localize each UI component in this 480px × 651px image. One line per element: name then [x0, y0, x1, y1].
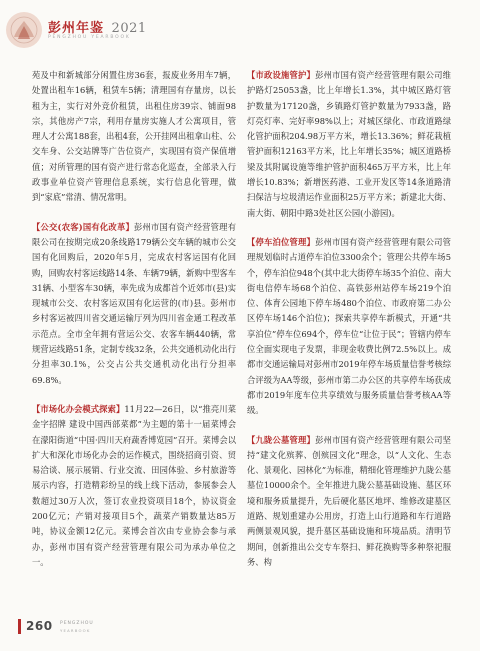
- paragraph-municipal: [247, 68, 451, 221]
- paragraph-expo-text: 11月22—26日，以“推亮川菜金字招牌 建设中国西部菜都”为主题的第十一届菜博会在濛阳街道“中国·四川天府蔬香博览园”召开。菜博会以扩大和深化市场化办会的运作模式，围绕招商引资、贸易洽谈、展示展销、行业交流、田园体验、乡村旅游等展示内容，打造精彩纷呈的线上线下活动，参展参会人数超过30万人次，签订农业投资项目18个，协议资金200亿元；产销对接项目5个，蔬菜产销数量达85万吨，协议金额12亿元。菜博会首次由专业协会参与承办，彭州市国有资产经营管理有限公司为承办单位之一。: [32, 403, 236, 567]
- paragraph-parking-text: 彭州市国有资产经营管理有限公司管理规划临时占道停车泊位3300余个；管理公共停车场5个，停车泊位948个(其中北大街停车场35个泊位、南大街电信停车场68个泊位、高铁彭州站停车场219个泊位、体育公园地下停车场480个泊位、市政府第二办公区停车场146个泊位)；探索共享停车新模式，开通“共享泊位”停车位694个，停车位“让位于民”；管辖内停车位全面实现电子发票，非现金收费比例72.5%以上。成都市交通运输局对彭州市2019年停车场质量信誉考核综合评级为AA等级，彭州市第二办公区的共享停车场获成都市2019年度车位共享绩效与服务质量信誉考核AA等级。: [247, 236, 451, 416]
- yearbook-subtitle: PENGZHOU YEARBOOK: [48, 35, 131, 40]
- right-column: [247, 68, 451, 570]
- section-tag-bus-reform: 【公交(农客)国有化改革】: [32, 221, 134, 232]
- page-header: [0, 0, 480, 56]
- paragraph-bus-reform-text: 彭州市国有资产经营管理有限公司在按期完成20条线路179辆公交车辆的城市公交国有化回购后，2020年5月，完成农村客运国有化回购，回购农村客运线路14条、车辆79辆，新购中型客车31辆、小型客车30辆，率先成为成都首个近郊市(县)实现城市公交、农村客运双国有化运营的(市)县。彭州市乡村客运被四川省交通运输厅列为四川省金通工程改革示范点。全市全年拥有营运公交、农客车辆440辆，常规营运线路51条，定制专线32条，公共交通机动化出行分担率30.1%，公交占公共交通机动化出行分担率69.8%。: [32, 221, 236, 385]
- page-footer: [0, 612, 480, 642]
- footer-label-top: PENGZHOU: [60, 621, 94, 626]
- footer-label-bottom: YEARBOOK: [60, 628, 91, 633]
- section-tag-cemetery: 【九陇公墓管理】: [247, 434, 316, 445]
- yearbook-title-text: 彭州年鉴: [48, 21, 105, 36]
- paragraph-parking: [247, 235, 451, 419]
- yearbook-logo-icon: [6, 12, 42, 48]
- paragraph-expo: [32, 402, 236, 570]
- paragraph-cemetery-text: 彭州市国有资产经营管理有限公司坚持“建文化殡葬、创殡园文化”理念，以“人文化、生态化、景观化、园林化”为标准，精细化管理维护九陇公墓墓位10000余个。全年推进九陇公墓基础设施、墓区环境和服务质量提升，先后硬化墓区地坪、维修改建墓区道路、规划重建办公用房，打造上山行道路和车行道路两侧景观风貌，提升墓区基础设施和环境品质。清明节期间，创新推出公交专车祭扫、鲜花换购等多种祭祀服务、构: [247, 434, 451, 567]
- page-number: 260: [26, 619, 53, 633]
- paragraph-assets: 苑及中和新城部分闲置住房36套，报废业务用车7辆，处置出租车16辆，租赁车5辆；清理国有存量房，以长租为主，实行对外竞价租赁，出租住房39宗、铺面98宗，其他房产7宗，利用存量房实施人才公寓项目，管理人才公寓188套，出租4套，公开挂网出租拿山柱、公交车身、公交站牌等广告位资产，实现国有资产保值增值；对所管理的国有资产进行常态化巡查，全部录入行政事业单位资产管理信息系统，实行信息化管理，做到“家底”常清、情况常明。: [32, 70, 236, 203]
- section-tag-expo: 【市场化办会模式探索】: [32, 403, 125, 414]
- footer-accent-bar: [18, 619, 21, 634]
- section-tag-municipal: 【市政设施管护】: [247, 70, 316, 80]
- left-column: [32, 68, 236, 570]
- paragraph-municipal-text: 彭州市国有资产经营管理有限公司维护路灯25053盏，比上年增长1.3%，其中城区路灯管护数量为17120盏，乡镇路灯管护数量为7933盏，路灯亮灯率、完好率98%以上；对城区绿化、市政道路绿化管护面积204.98万平方米，增长13.36%；鲜花栽植管护面积12163平方米，比上年增长35%；城区道路桥梁及其附属设施等维护管护面积465万平方米，比上年增长10.83%；新增医药港、工业开发区等14条道路清扫保洁与垃圾清运作业面积25万平方米；新建北大街、南大街、朝阳中路3处社区公园(小游园)。: [247, 70, 451, 218]
- yearbook-title: [48, 17, 147, 36]
- yearbook-year: 2021: [111, 21, 147, 36]
- paragraph-cemetery: [247, 433, 451, 571]
- paragraph-bus-reform: [32, 220, 236, 388]
- section-tag-parking: 【停车泊位管理】: [247, 236, 316, 247]
